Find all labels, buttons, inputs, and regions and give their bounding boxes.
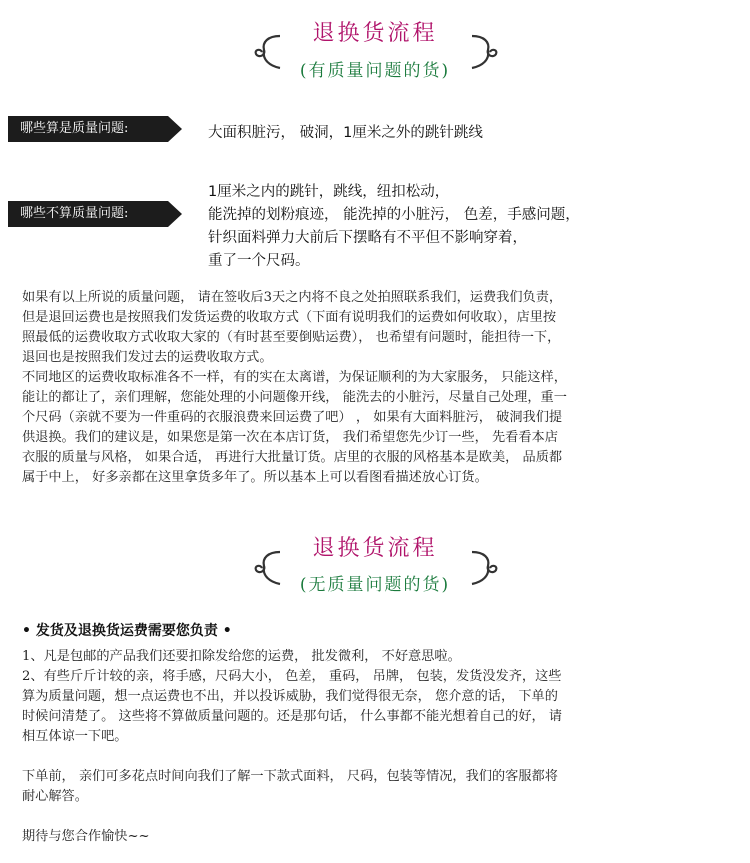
is-quality-label: 哪些算是质量问题: — [8, 116, 168, 142]
paragraph1-line: 供退换。我们的建议是，如果您是第一次在本店订货， 我们希望您先少订一些， 先看看本店 — [22, 430, 558, 445]
paragraph1-line: 不同地区的运费收取标准各不一样，有的实在太离谱，为保证顺利的为大家服务， 只能这样， — [22, 370, 567, 385]
not-quality-label: 哪些不算质量问题: — [8, 201, 168, 227]
is-quality-label-arrow — [168, 116, 182, 142]
paragraph1-line: 能让的都让了，亲们理解，您能处理的小问题像开线， 能洗去的小脏污，尽量自己处理，重一 — [22, 390, 567, 405]
paragraph1-line: 个尺码（亲就不要为一件重码的衣服浪费来回运费了吧） ， 如果有大面料脏污， 破洞我们提 — [22, 410, 563, 425]
not-quality-label-arrow — [168, 201, 182, 227]
paragraph2-line: 2、有些斤斤计较的亲，将手感，尺码大小， 色差， 重码， 吊牌， 包装，发货没发齐，这些 — [22, 669, 562, 684]
section2-title: 退换货流程 — [312, 536, 438, 561]
paragraph2-line: 相互体谅一下吧。 — [22, 729, 128, 744]
paragraph1 — [22, 288, 567, 488]
paragraph1-line: 如果有以上所说的质量问题， 请在签收后3天之内将不良之处拍照联系我们，运费我们负责， — [22, 290, 563, 305]
not-quality-line: 针织面料弹力大前后下摆略有不平但不影响穿着， — [208, 230, 527, 246]
paragraph2-line: 期待与您合作愉快~~ — [22, 829, 150, 844]
section1-title: 退换货流程 — [312, 21, 438, 46]
paragraph2-line: 1、凡是包邮的产品我们还要扣除发给您的运费， 批发微利， 不好意思啦。 — [22, 649, 461, 664]
paragraph1-line: 衣服的质量与风格， 如果合适， 再进行大批量订货。店里的衣服的风格基本是欧美， 品质都 — [22, 450, 563, 465]
paragraph2-line: 下单前， 亲们可多花点时间向我们了解一下款式面料， 尺码，包装等情况，我们的客服都将 — [22, 769, 558, 784]
paragraph1-line: 照最低的运费收取方式收取大家的（有时甚至要倒贴运费）， 也希望有问题时，能担待一下， — [22, 330, 561, 345]
paragraph2-line: 算为质量问题，想一点运费也不出，并以投诉威胁，我们觉得很无奈， 您介意的话， 下单的 — [22, 689, 558, 704]
paragraph2 — [22, 647, 562, 847]
paragraph2-line: 耐心解答。 — [22, 789, 88, 804]
paragraph1-line: 属于中上， 好多亲都在这里拿货多年了。所以基本上可以看图看描述放心订货。 — [22, 470, 488, 485]
not-quality-line: 1厘米之内的跳针，跳线，纽扣松动， — [208, 184, 450, 200]
paragraph2-line — [22, 807, 562, 827]
section1-subtitle: (有质量问题的货) — [299, 61, 451, 81]
not-quality-line: 能洗掉的划粉痕迹， 能洗掉的小脏污， 色差，手感问题， — [208, 207, 580, 223]
section2-heading: • 发货及退换货运费需要您负责 • — [22, 623, 232, 639]
paragraph1-line: 退回也是按照我们发过去的运费收取方式。 — [22, 350, 273, 365]
not-quality-list — [208, 181, 580, 273]
paragraph2-line: 时候问清楚了。 这些将不算做质量问题的。还是那句话， 什么事都不能光想着自己的好， 请 — [22, 709, 563, 724]
paragraph2-line — [22, 747, 562, 767]
is-quality-text: 大面积脏污， 破洞，1厘米之外的跳针跳线 — [208, 125, 483, 141]
paragraph1-line: 但是退回运费也是按照我们发货运费的收取方式（下面有说明我们的运费如何收取），店里按 — [22, 310, 557, 325]
not-quality-line: 重了一个尺码。 — [208, 253, 310, 269]
section2-subtitle: (无质量问题的货) — [299, 575, 451, 595]
